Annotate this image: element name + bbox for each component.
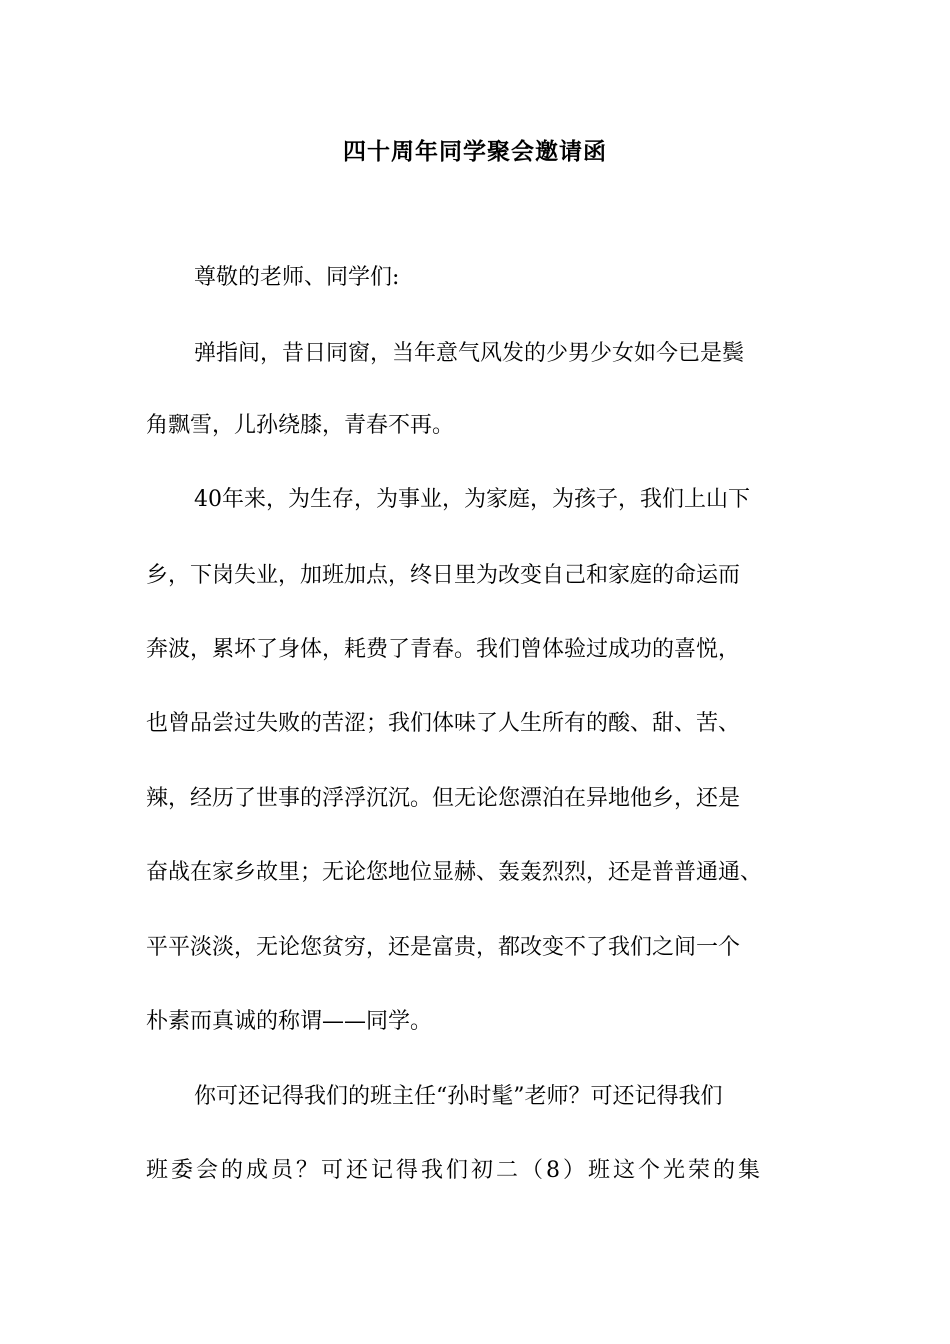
paragraph-line: 奔波，累坏了身体，耗费了青春。我们曾体验过成功的喜悦， (146, 637, 741, 662)
paragraph-line: 40年来，为生存，为事业，为家庭，为孩子，我们上山下 (194, 487, 750, 512)
paragraph-line: 奋战在家乡故里；无论您地位显赫、轰轰烈烈，还是普普通通、 (146, 860, 763, 885)
paragraph-line: 角飘雪，儿孙绕膝，青春不再。 (146, 413, 455, 438)
paragraph-line: 平平淡淡，无论您贫穷，还是富贵，都改变不了我们之间一个 (146, 935, 741, 960)
paragraph-line: 弹指间，昔日同窗，当年意气风发的少男少女如今已是鬓 (194, 341, 745, 366)
salutation: 尊敬的老师、同学们: (194, 265, 400, 290)
paragraph-line: 班委会的成员？可还记得我们初二（8）班这个光荣的集 (146, 1158, 763, 1183)
paragraph-line: 乡，下岗失业，加班加点，终日里为改变自己和家庭的命运而 (146, 563, 741, 588)
paragraph-line: 朴素而真诚的称谓——同学。 (146, 1009, 433, 1034)
paragraph-line: 你可还记得我们的班主任“孙时髦”老师？可还记得我们 (194, 1084, 723, 1109)
document-title: 四十周年同学聚会邀请函 (343, 138, 607, 165)
paragraph-line: 辣，经历了世事的浮浮沉沉。但无论您漂泊在异地他乡，还是 (146, 786, 741, 811)
paragraph-line: 也曾品尝过失败的苦涩；我们体味了人生所有的酸、甜、苦、 (146, 711, 741, 736)
